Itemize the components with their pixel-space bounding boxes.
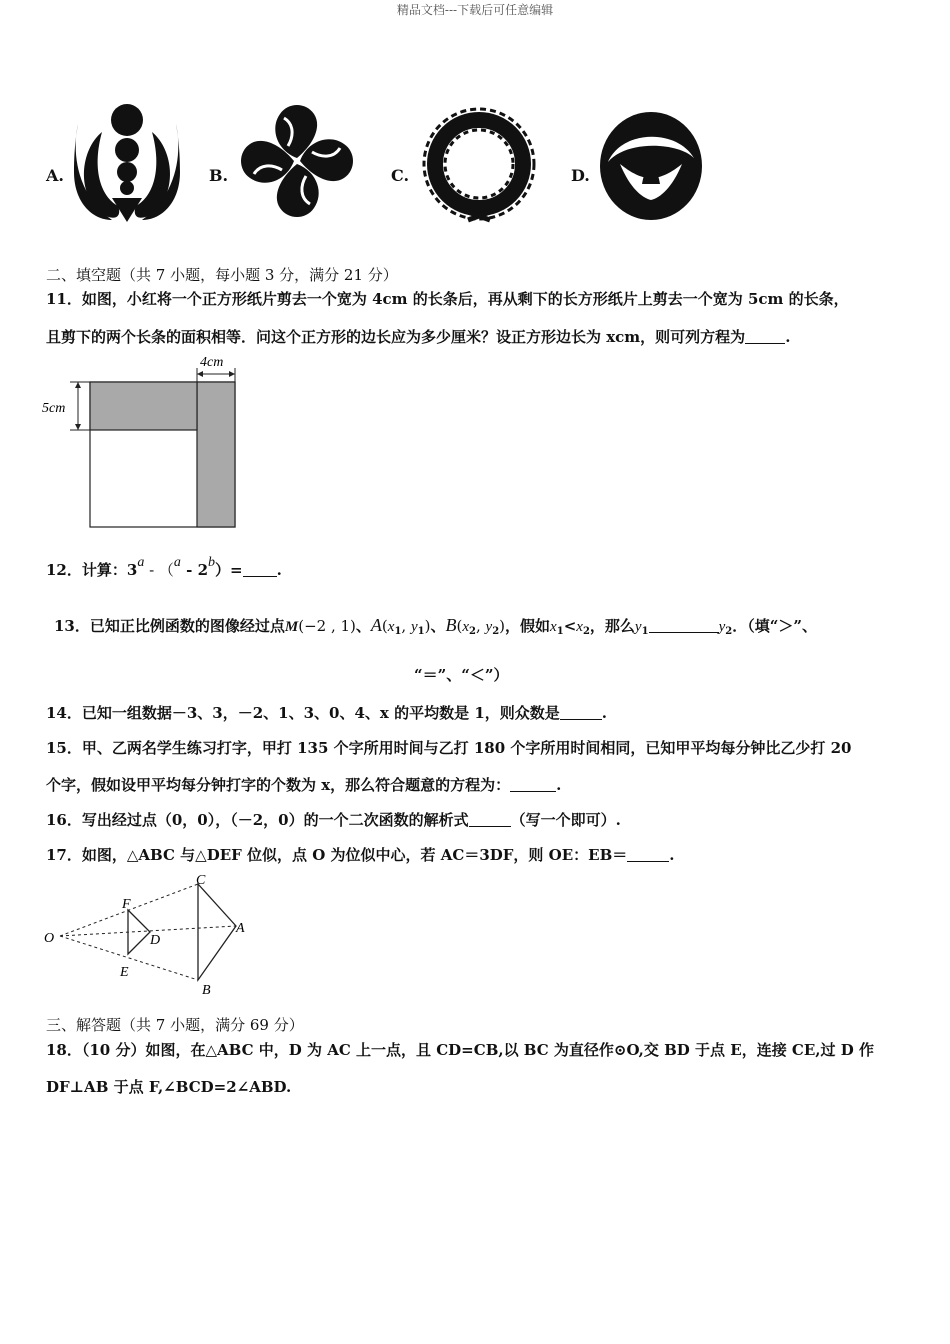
q13-then-y1: y — [634, 619, 642, 635]
q17-label-a: A — [236, 921, 245, 936]
q15-period: . — [556, 776, 562, 794]
q13-line2: “＝”、“＜”） — [414, 666, 509, 684]
q17-label-f: F — [122, 897, 131, 912]
q13-cond-x1-sub: 1 — [556, 626, 564, 637]
q11-answer-blank — [745, 331, 785, 344]
q13-a-y-sub: 1 — [417, 626, 425, 637]
page-header: 精品文档---下载后可任意编辑 — [396, 3, 554, 17]
q13-point-a: A — [370, 615, 382, 635]
option-a-label: A. — [46, 166, 64, 185]
q18-line2: DF⊥AB 于点 F,∠BCD=2∠ABD. — [46, 1078, 292, 1096]
q13-line1: 13．已知正比例函数的图像经过点M(−2 , 1)、$A(x_1$, $y_1$)、$B(x_2$, $y_2$)，假如$x_1<x_2$，那么$y_1$ $y_2$．（填“＞”、 — [54, 615, 817, 637]
q12-exp-a: a — [137, 555, 145, 570]
q13-then: ，那么 — [589, 617, 635, 635]
q13-point-m-coord: (−2 , 1) — [298, 617, 356, 635]
q17-answer-blank — [627, 849, 669, 862]
q13-cond-x2: x — [576, 619, 583, 635]
option-c-label: C. — [391, 166, 410, 185]
q13-b-x-sub: 2 — [469, 626, 476, 637]
q17-label-b: B — [202, 983, 211, 998]
q12-suffix: ）= — [215, 561, 243, 579]
q12-mid2: - 2 — [180, 561, 209, 579]
q13-b-x: x — [462, 619, 470, 635]
q13-lt: < — [563, 617, 577, 635]
q13-b-y-sub: 2 — [492, 626, 500, 637]
q12-period: . — [276, 561, 282, 579]
q17-homothety-figure — [40, 870, 260, 1002]
q11-period: . — [785, 328, 791, 346]
q15-line2 — [46, 774, 561, 795]
q17-text: 17．如图，△ABC 与△DEF 位似，点 O 为位似中心，若 AC＝3DF，则 OE：EB＝ — [46, 846, 628, 864]
q13-a-x-sub: 1 — [394, 626, 402, 637]
q13-point-b: B — [445, 615, 457, 635]
q12-mid1: - （ — [144, 561, 174, 579]
q13-a-x: x — [387, 619, 395, 635]
option-d-symbol — [598, 110, 704, 222]
option-b-symbol — [236, 100, 358, 222]
option-d-label: D. — [571, 166, 590, 185]
option-b-label: B. — [209, 166, 229, 185]
q13-cond: ，假如 — [505, 617, 551, 635]
q17-label-o: O — [44, 931, 55, 946]
q16-text: 16．写出经过点（0，0），（－2，0）的一个二次函数的解析式 — [46, 811, 469, 829]
section-3-title: 三、解答题（共 7 小题，满分 69 分） — [46, 1016, 304, 1034]
q13-answer-blank — [649, 620, 719, 633]
section-2-title: 二、填空题（共 7 小题，每小题 3 分，满分 21 分） — [46, 266, 398, 284]
q15-text: 个字，假如设甲平均每分钟打字的个数为 x，那么符合题意的方程为： — [46, 776, 511, 794]
q13-b-y: y — [485, 619, 493, 635]
q16-end: （写一个即可）. — [510, 811, 621, 829]
q12-prefix: 12．计算：3 — [46, 561, 138, 579]
q12-line — [46, 555, 282, 580]
q18-line1: 18．（10 分）如图，在△ABC 中，D 为 AC 上一点，且 CD=CB,以 BC 为直径作⊙O,交 BD 于点 E，连接 CE,过 D 作 — [46, 1041, 874, 1059]
q12-exp-b: b — [208, 555, 216, 570]
option-c-wreath — [418, 104, 540, 224]
q17-label-c: C — [196, 873, 206, 888]
q13-prefix: 13．已知正比例函数的图像经过点 — [54, 617, 285, 635]
q11-line1: 11．如图，小红将一个正方形纸片剪去一个宽为 4cm 的长条后，再从剩下的长方形纸片上剪去一个宽为 5cm 的长条， — [46, 290, 849, 308]
q11-line2 — [46, 326, 790, 347]
q13-cond-x1: x — [550, 619, 557, 635]
q13-then-y2-sub: 2 — [725, 626, 733, 637]
q17-line — [46, 844, 675, 865]
q17-period: . — [669, 846, 675, 864]
q15-answer-blank — [510, 779, 556, 792]
q11-text: 且剪下的两个长条的面积相等．问这个正方形的边长应为多少厘米？设正方形边长为 xcm，则可列方程为 — [46, 328, 746, 346]
q14-answer-blank — [560, 707, 602, 720]
q12-exp-a2: a — [173, 555, 181, 570]
option-a-symbol — [72, 102, 182, 224]
q14-period: . — [601, 704, 607, 722]
q13-cond-x2-sub: 2 — [582, 626, 590, 637]
q13-sep2: 、 — [430, 617, 446, 635]
q14-text: 14．已知一组数据－3、3，－2、1、3、0、4、x 的平均数是 1，则众数是 — [46, 704, 560, 722]
q11-square-figure — [40, 352, 250, 532]
q17-label-e: E — [120, 965, 129, 980]
q13-point-m: M — [284, 619, 299, 635]
q17-label-d: D — [150, 933, 161, 948]
q13-sep1: 、 — [355, 617, 371, 635]
q15-line1: 15．甲、乙两名学生练习打字，甲打 135 个字所用时间与乙打 180 个字所用时间相同，已知甲平均每分钟比乙少打 20 — [46, 739, 852, 757]
q16-line — [46, 809, 621, 830]
q13-then-y2: y — [718, 619, 726, 635]
q13-a-y: y — [410, 619, 418, 635]
q14-line — [46, 702, 607, 723]
q16-answer-blank — [469, 814, 511, 827]
q13-fill-hint: ．（填“＞”、 — [732, 617, 817, 635]
q13-then-y1-sub: 1 — [641, 626, 649, 637]
q11-label-4cm: 4cm — [200, 355, 224, 370]
q11-label-5cm: 5cm — [42, 401, 66, 416]
q12-answer-blank — [243, 564, 277, 577]
